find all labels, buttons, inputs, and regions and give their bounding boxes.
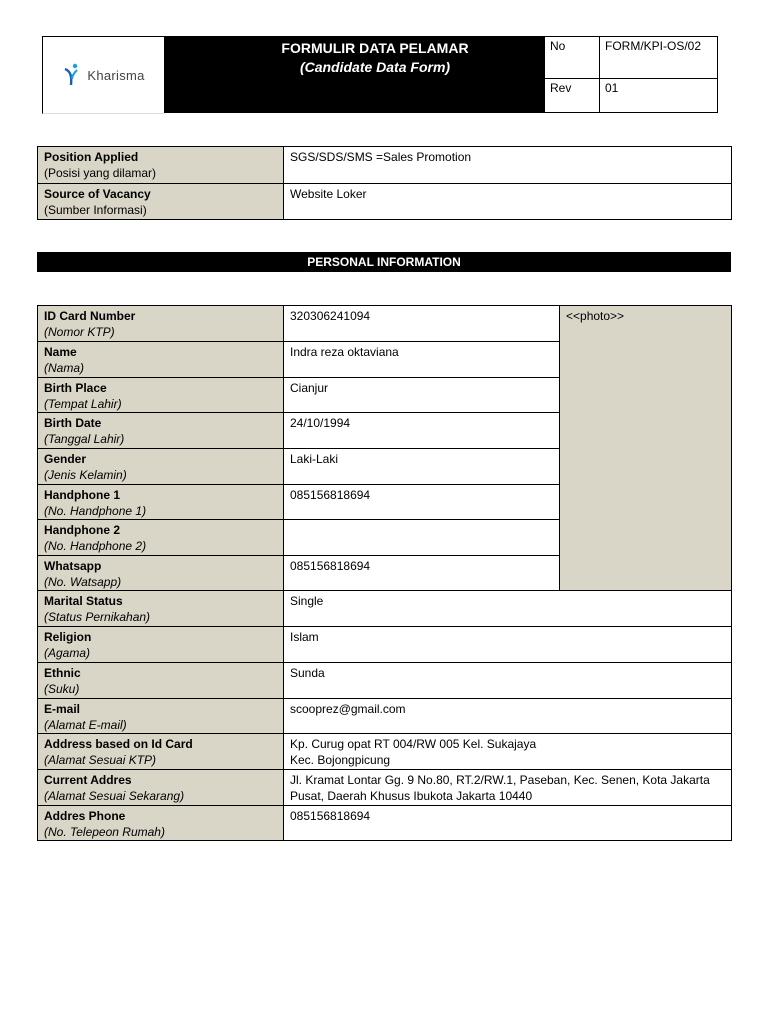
source-of-vacancy-field[interactable]: Website Loker — [284, 184, 732, 220]
ktp-address-field[interactable]: Kp. Curug opat RT 004/RW 005 Kel. Sukajaya Kec. Bojongpicung — [284, 734, 732, 770]
handphone-2-label: Handphone 2 (No. Handphone 2) — [38, 520, 284, 556]
no-value: FORM/KPI-OS/02 — [599, 36, 718, 79]
form-header — [42, 36, 718, 113]
table-row — [38, 699, 732, 734]
name-label: Name (Nama) — [38, 342, 284, 378]
ktp-address-label: Address based on Id Card (Alamat Sesuai KTP) — [38, 734, 284, 770]
photo-box[interactable]: <<photo>> — [560, 306, 732, 591]
address-phone-field[interactable]: 085156818694 — [284, 806, 732, 841]
gender-field[interactable]: Laki-Laki — [284, 449, 560, 485]
whatsapp-field[interactable]: 085156818694 — [284, 556, 560, 591]
marital-status-label: Marital Status (Status Pernikahan) — [38, 591, 284, 627]
id-card-field[interactable]: 320306241094 — [284, 306, 560, 342]
source-of-vacancy-label: Source of Vacancy (Sumber Informasi) — [38, 184, 284, 220]
table-row — [38, 770, 732, 806]
rev-label: Rev — [544, 78, 600, 113]
rev-value: 01 — [599, 78, 718, 113]
email-field[interactable]: scooprez@gmail.com — [284, 699, 732, 734]
form-title-block — [164, 36, 586, 113]
kharisma-logo-icon — [63, 63, 83, 87]
logo-text: Kharisma — [87, 67, 145, 83]
section-title: PERSONAL INFORMATION — [37, 252, 731, 272]
handphone-1-label: Handphone 1 (No. Handphone 1) — [38, 485, 284, 520]
handphone-1-field[interactable]: 085156818694 — [284, 485, 560, 520]
position-applied-field[interactable]: SGS/SDS/SMS =Sales Promotion — [284, 147, 732, 184]
id-card-label: ID Card Number (Nomor KTP) — [38, 306, 284, 342]
ethnic-field[interactable]: Sunda — [284, 663, 732, 699]
position-applied-label: Position Applied (Posisi yang dilamar) — [38, 147, 284, 184]
table-row — [38, 306, 732, 342]
whatsapp-label: Whatsapp (No. Watsapp) — [38, 556, 284, 591]
birth-date-label: Birth Date (Tanggal Lahir) — [38, 413, 284, 449]
no-label: No — [544, 36, 600, 79]
gender-label: Gender (Jenis Kelamin) — [38, 449, 284, 485]
table-row — [38, 147, 732, 184]
table-row — [38, 591, 732, 627]
handphone-2-field[interactable] — [284, 520, 560, 556]
birth-place-label: Birth Place (Tempat Lahir) — [38, 378, 284, 413]
email-label: E-mail (Alamat E-mail) — [38, 699, 284, 734]
birth-place-field[interactable]: Cianjur — [284, 378, 560, 413]
religion-field[interactable]: Islam — [284, 627, 732, 663]
company-logo — [42, 36, 165, 114]
table-row — [38, 627, 732, 663]
vacancy-table — [37, 146, 732, 220]
current-address-field[interactable]: Jl. Kramat Lontar Gg. 9 No.80, RT.2/RW.1, Paseban, Kec. Senen, Kota Jakarta Pusat, Daerah Khusus Ibukota Jakarta 10440 — [284, 770, 732, 806]
table-row — [38, 663, 732, 699]
table-row — [38, 184, 732, 220]
address-phone-label: Addres Phone (No. Telepeon Rumah) — [38, 806, 284, 841]
personal-info-table — [37, 305, 732, 841]
birth-date-field[interactable]: 24/10/1994 — [284, 413, 560, 449]
table-row — [38, 806, 732, 841]
religion-label: Religion (Agama) — [38, 627, 284, 663]
form-title: FORMULIR DATA PELAMAR — [281, 40, 469, 56]
ethnic-label: Ethnic (Suku) — [38, 663, 284, 699]
marital-status-field[interactable]: Single — [284, 591, 732, 627]
current-address-label: Current Addres (Alamat Sesuai Sekarang) — [38, 770, 284, 806]
table-row — [38, 734, 732, 770]
name-field[interactable]: Indra reza oktaviana — [284, 342, 560, 378]
form-subtitle: (Candidate Data Form) — [299, 59, 451, 75]
